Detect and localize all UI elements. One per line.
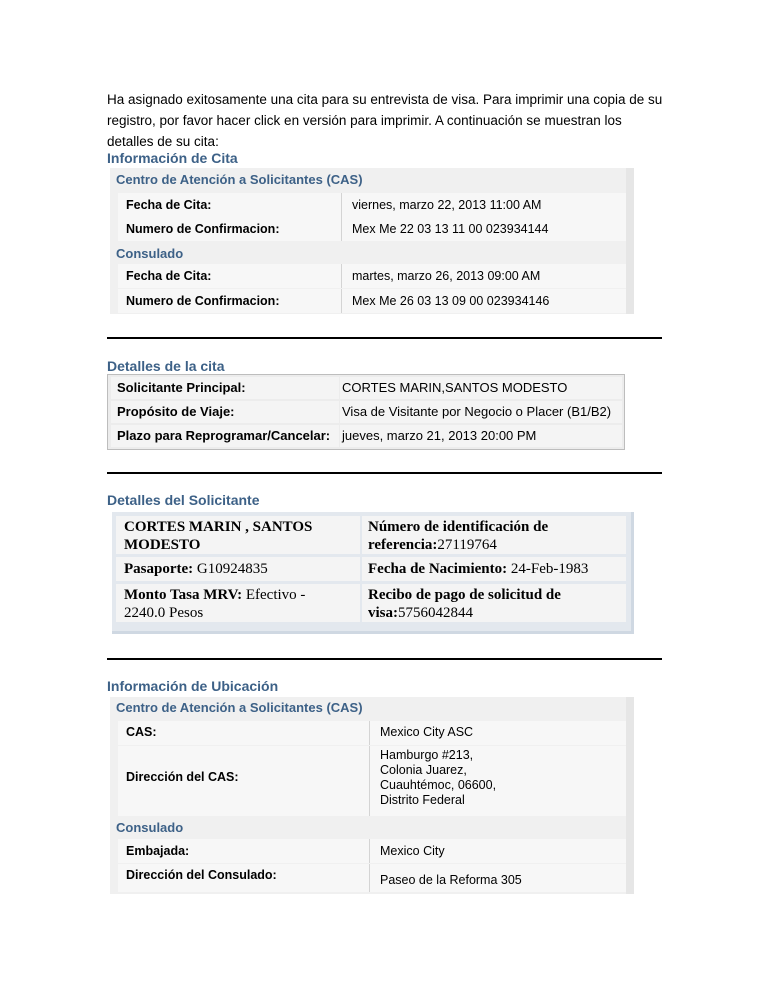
con-fecha-label-cell: [118, 264, 342, 288]
con-conf-value-cell: [342, 289, 626, 313]
nacimiento-cell: [362, 557, 626, 581]
cas-conf-label: Numero de Confirmacion:: [126, 222, 280, 236]
tasa-value: Efectivo - 2240.0 Pesos: [124, 587, 306, 621]
ref-value: 27119764: [437, 537, 497, 553]
section-title-cita: Información de Cita: [107, 150, 238, 166]
ref-cell: [362, 516, 626, 554]
emb-value: Mexico City: [380, 844, 445, 858]
dircon-label: Dirección del Consulado:: [126, 868, 277, 882]
cita-right-border: [626, 168, 634, 314]
emb-label: Embajada:: [126, 844, 190, 858]
cas-conf-value-cell: [342, 217, 626, 241]
recibo-cell: [362, 584, 626, 622]
dircon-value-cell: [370, 864, 626, 892]
dir-line-3: Cuauhtémoc, 06600,: [380, 778, 497, 792]
nacimiento-value: 24-Feb-1983: [507, 561, 589, 577]
detalles-row-2-value-cell: [340, 401, 622, 423]
cas-fecha-value: viernes, marzo 22, 2013 11:00 AM: [352, 198, 542, 212]
solicitante-table: [112, 512, 634, 634]
detalles-row-2-label: Propósito de Viaje:: [117, 404, 235, 419]
section-title-detalles: Detalles de la cita: [107, 358, 225, 374]
dir-line-2: Colonia Juarez,: [380, 763, 467, 777]
consulado-header: Consulado: [116, 246, 184, 261]
ubic-cas-header-band: [110, 697, 634, 719]
cas-label-cell: [118, 721, 370, 745]
dir-line-1: Hamburgo #213,: [380, 748, 474, 762]
dircon-label-cell: [118, 864, 370, 892]
con-conf-label-cell: [118, 289, 342, 313]
con-conf-label: Numero de Confirmacion:: [126, 294, 280, 308]
cas-value: Mexico City ASC: [380, 725, 474, 739]
ref-label: Número de identificación de referencia:: [368, 519, 549, 553]
detalles-row-3-value-cell: [340, 425, 622, 447]
pasaporte-label: Pasaporte:: [124, 561, 194, 577]
detalles-row-1-label: Solicitante Principal:: [117, 380, 246, 395]
section-title-ubicacion: Información de Ubicación: [107, 678, 279, 694]
cas-conf-value: Mex Me 22 03 13 11 00 023934144: [352, 222, 549, 236]
detalles-row-1-value-cell: [340, 377, 622, 399]
divider-1: [107, 337, 662, 339]
recibo-label: Recibo de pago de solicitud de visa:: [368, 587, 561, 621]
dir-cas-label-cell: [118, 746, 370, 816]
solicitante-name: CORTES MARIN , SANTOS MODESTO: [124, 519, 313, 553]
cas-fecha-label-cell: [118, 193, 342, 217]
cas-fecha-label: Fecha de Cita:: [126, 198, 212, 212]
ubic-right-border: [626, 697, 634, 894]
con-fecha-label: Fecha de Cita:: [126, 269, 212, 283]
cas-header-band: [110, 168, 634, 190]
cas-value-cell: [370, 721, 626, 745]
nacimiento-text: [368, 560, 588, 578]
nacimiento-label: Fecha de Nacimiento:: [368, 561, 508, 577]
consulado-header-band: [110, 242, 626, 264]
detalles-table: [107, 374, 625, 450]
solicitante-name-cell: [116, 516, 360, 554]
consulado-rows: [110, 264, 626, 314]
cas-rows: [110, 190, 626, 242]
detalles-row-3-label-cell: [111, 425, 339, 447]
dir-cas-label: Dirección del CAS:: [126, 770, 239, 784]
divider-3: [107, 658, 662, 660]
detalles-row-2-label-cell: [111, 401, 339, 423]
dir-cas-value: [380, 748, 496, 808]
dircon-value: Paseo de la Reforma 305: [380, 873, 522, 887]
recibo-value: 5756042844: [398, 605, 473, 621]
pasaporte-cell: [116, 557, 360, 581]
con-fecha-value-cell: [342, 264, 626, 288]
cas-label: CAS:: [126, 725, 157, 739]
ubic-consulado-header-band: [110, 818, 626, 838]
detalles-row-3-value: jueves, marzo 21, 2013 20:00 PM: [342, 428, 537, 443]
tasa-cell: [116, 584, 360, 622]
pasaporte-value: G10924835: [193, 561, 268, 577]
cas-header: Centro de Atención a Solicitantes (CAS): [116, 172, 363, 187]
dir-cas-value-cell: [370, 746, 626, 816]
emb-label-cell: [118, 839, 370, 863]
ubic-consulado-header: Consulado: [116, 820, 184, 835]
divider-2: [107, 472, 662, 474]
recibo-text: [368, 586, 598, 622]
tasa-text: [124, 586, 349, 622]
ref-text: [368, 518, 618, 554]
detalles-row-1-label-cell: [111, 377, 339, 399]
cas-fecha-value-cell: [342, 193, 626, 217]
con-fecha-value: martes, marzo 26, 2013 09:00 AM: [352, 269, 541, 283]
section-title-solicitante: Detalles del Solicitante: [107, 492, 260, 508]
dir-line-4: Distrito Federal: [380, 793, 465, 807]
emb-value-cell: [370, 839, 626, 863]
tasa-label: Monto Tasa MRV:: [124, 587, 243, 603]
cas-conf-label-cell: [118, 217, 342, 241]
detalles-row-3-label: Plazo para Reprogramar/Cancelar:: [117, 428, 331, 443]
intro-text: Ha asignado exitosamente una cita para su entrevista de visa. Para imprimir una copia de su registro, por favor hacer click en versión para imprimir. A continuación se muestran los detalles de su cita:: [107, 92, 663, 149]
ubic-cas-header: Centro de Atención a Solicitantes (CAS): [116, 700, 363, 715]
con-conf-value: Mex Me 26 03 13 09 00 023934146: [352, 294, 550, 308]
ubic-consulado-rows: [110, 838, 626, 894]
detalles-row-1-value: CORTES MARIN,SANTOS MODESTO: [342, 380, 568, 395]
pasaporte-text: [124, 560, 268, 578]
ubic-cas-rows: [110, 719, 626, 818]
detalles-row-2-value: Visa de Visitante por Negocio o Placer (B1/B2): [342, 404, 612, 419]
